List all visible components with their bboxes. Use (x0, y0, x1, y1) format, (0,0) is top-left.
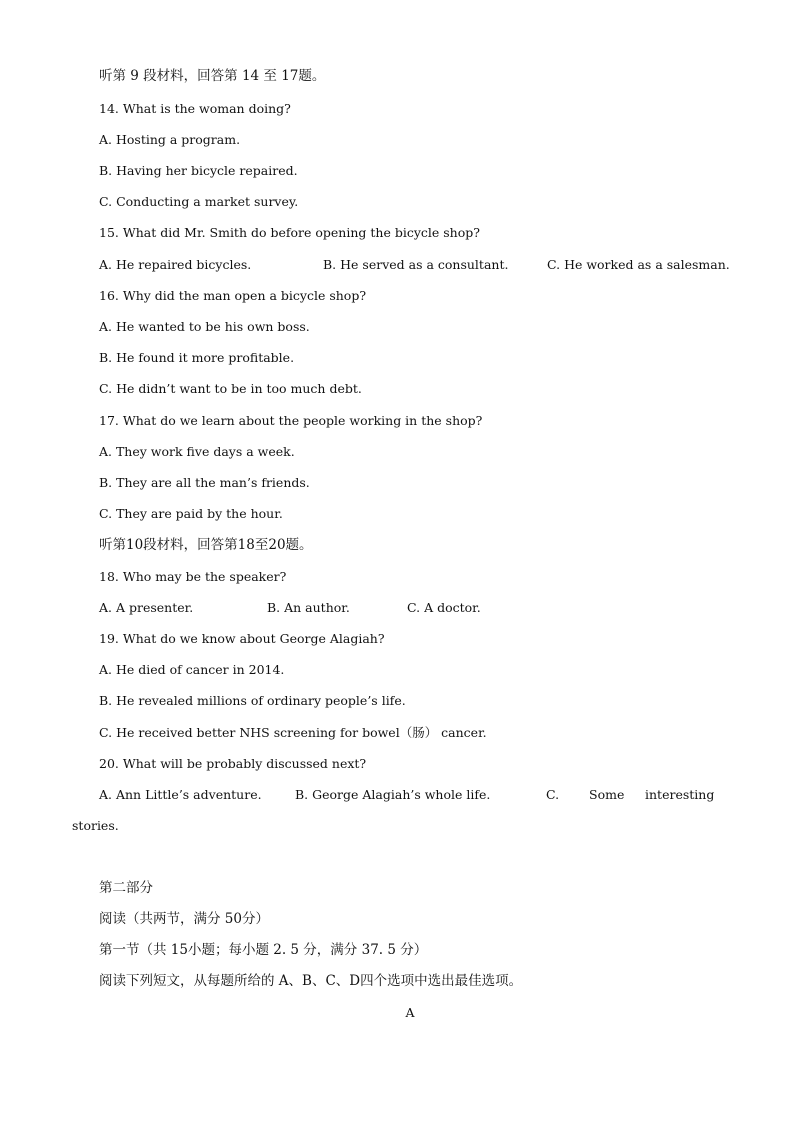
reading-heading: 阅读（共两节，满分 50分） (99, 911, 269, 927)
question-16-option-c: C. He didn’t want to be in too much debt. (99, 381, 362, 396)
question-16-option-b: B. He found it more profitable. (99, 350, 295, 365)
question-14-option-a: A. Hosting a program. (99, 132, 241, 147)
question-20-option-c-letter: C. (546, 787, 560, 802)
question-17-option-c: C. They are paid by the hour. (99, 506, 283, 521)
question-20-option-b: B. George Alagiah’s whole life. (295, 787, 491, 802)
reading-instruction: 阅读下列短文，从每题所给的 A、B、C、D四个选项中选出最佳选项。 (99, 973, 523, 989)
question-20-option-a: A. Ann Little’s adventure. (99, 787, 262, 802)
question-14-option-b: B. Having her bicycle repaired. (99, 163, 298, 178)
question-19-option-c: C. He received better NHS screening for bowel（肠） cancer. (99, 725, 487, 740)
question-14-option-c: C. Conducting a market survey. (99, 194, 299, 209)
question-15-option-a: A. He repaired bicycles. (99, 257, 252, 272)
question-16-stem: 16. Why did the man open a bicycle shop? (99, 288, 367, 303)
question-18-stem: 18. Who may be the speaker? (99, 569, 287, 584)
question-20-option-c-word1: Some (589, 787, 625, 802)
question-18-option-a: A. A presenter. (99, 600, 194, 615)
question-15-option-b: B. He served as a consultant. (323, 257, 509, 272)
question-17-stem: 17. What do we learn about the people working in the shop? (99, 413, 483, 428)
question-20-option-c-continuation: stories. (72, 818, 119, 833)
section-heading-10: 听第10段材料，回答第18至20题。 (99, 537, 313, 553)
question-19-stem: 19. What do we know about George Alagiah? (99, 631, 385, 646)
question-16-option-a: A. He wanted to be his own boss. (99, 319, 310, 334)
question-18-option-b: B. An author. (267, 600, 350, 615)
section-heading-9: 听第 9 段材料，回答第 14 至 17题。 (99, 68, 326, 84)
question-15-option-c: C. He worked as a salesman. (547, 257, 730, 272)
section-one-heading: 第一节（共 15小题；每小题 2. 5 分，满分 37. 5 分） (99, 942, 428, 958)
question-20-stem: 20. What will be probably discussed next? (99, 756, 367, 771)
question-17-option-b: B. They are all the man’s friends. (99, 475, 310, 490)
question-17-option-a: A. They work five days a week. (99, 444, 295, 459)
question-19-option-a: A. He died of cancer in 2014. (99, 662, 285, 677)
part-two-title: 第二部分 (99, 880, 153, 896)
question-14-stem: 14. What is the woman doing? (99, 101, 291, 116)
passage-label: A (405, 1005, 415, 1020)
question-18-option-c: C. A doctor. (407, 600, 481, 615)
question-19-option-b: B. He revealed millions of ordinary people’s life. (99, 693, 406, 708)
question-20-option-c-word2: interesting (645, 787, 715, 802)
question-15-stem: 15. What did Mr. Smith do before opening the bicycle shop? (99, 225, 480, 240)
